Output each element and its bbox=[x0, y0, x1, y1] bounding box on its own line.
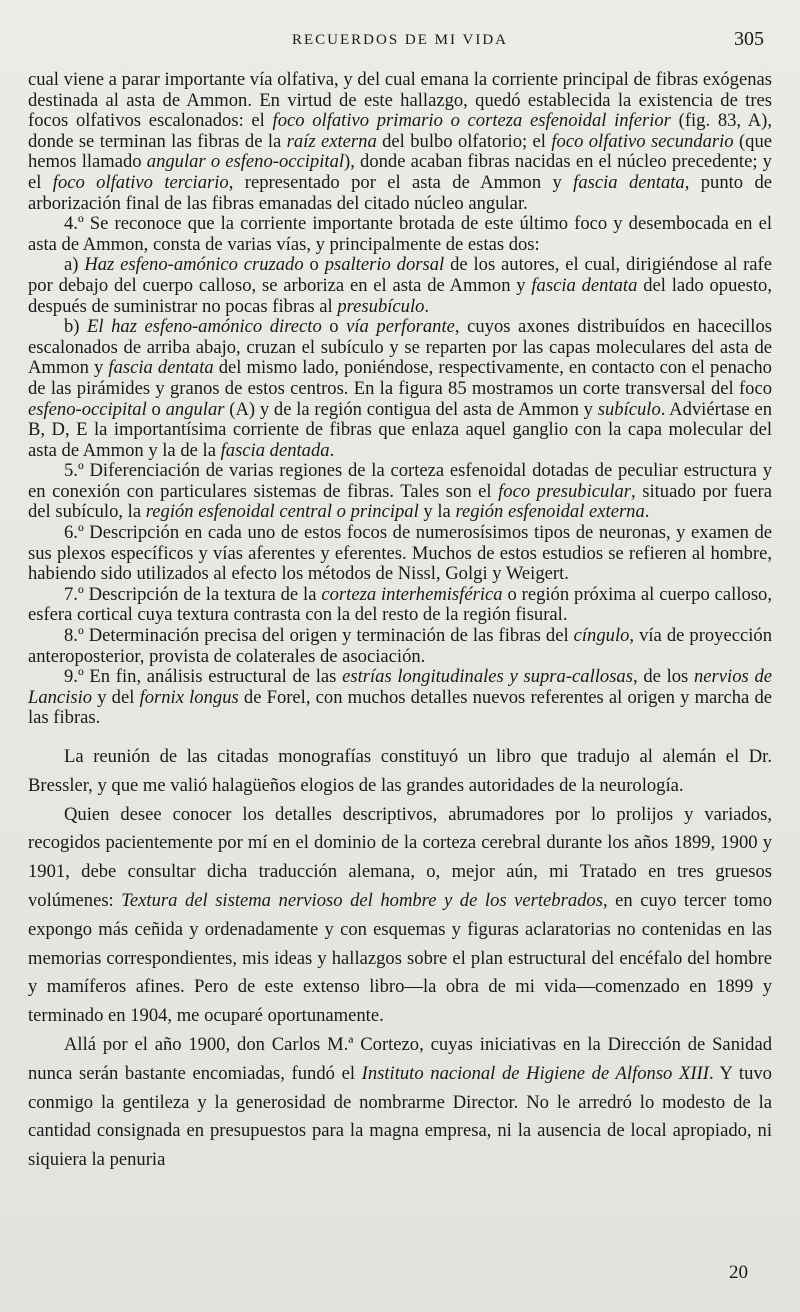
italic-text-run: fascia dentata bbox=[108, 357, 214, 379]
text-run: 8.º Determinación precisa del origen y terminación de las fibras del bbox=[64, 625, 574, 647]
text-run: del lado opuesto, después de suministrar no pocas fibras al bbox=[28, 274, 773, 317]
italic-text-run: estrías longitudinales y supra-callosas bbox=[342, 666, 633, 688]
text-run: , situado por fuera del subículo, la bbox=[28, 480, 772, 523]
paragraph-item-5 bbox=[28, 461, 772, 523]
text-run: del bulbo olfatorio; el bbox=[376, 130, 552, 152]
text-run: . bbox=[644, 501, 650, 523]
italic-text-run: fornix longus bbox=[139, 686, 239, 708]
italic-text-run: región esfenoidal externa bbox=[455, 501, 645, 523]
paragraph-item-9 bbox=[28, 667, 772, 729]
text-run: , representado por el asta de Ammon y bbox=[228, 171, 574, 193]
page-number: 305 bbox=[734, 28, 764, 50]
signature-mark: 20 bbox=[729, 1262, 748, 1283]
paragraph-monographs bbox=[28, 743, 772, 801]
italic-text-run: foco olfativo primario o corteza esfenoidal inferior bbox=[272, 110, 671, 132]
text-run: del mismo lado, poniéndose, respectivamente, en contacto con el penacho de las pirámides y granos de estos centros. En la figura 85 mostramos un corte transversal del foco bbox=[28, 357, 772, 399]
italic-text-run: Haz esfeno-amónico cruzado bbox=[84, 254, 304, 276]
paragraph-item-8 bbox=[28, 626, 772, 667]
italic-text-run: presubículo bbox=[337, 295, 425, 317]
running-title: RECUERDOS DE MI VIDA bbox=[292, 32, 508, 48]
paragraph-item-7 bbox=[28, 585, 772, 626]
paragraph-item-4 bbox=[28, 214, 772, 255]
text-run: o bbox=[146, 398, 166, 420]
text-run: y del bbox=[92, 686, 140, 708]
text-run: cual viene a parar importante vía olfativa, y del cual emana la corriente principal de fibras exógenas destinada al asta de Ammon. En virtud de este hallazgo, quedó establecida la existencia de tres focos olfativos escalonados: el bbox=[28, 69, 772, 132]
text-run: La reunión de las citadas monografías constituyó un libro que tradujo al alemán el Dr. Bressler, y que me valió halagüeños elogios de las grandes autoridades de la neurología. bbox=[28, 746, 772, 796]
text-run: o bbox=[321, 316, 347, 338]
body-text bbox=[28, 70, 772, 1175]
italic-text-run: El haz esfeno-amónico directo bbox=[87, 316, 322, 338]
italic-text-run: vía perforante bbox=[346, 316, 455, 338]
italic-text-run: cíngulo bbox=[573, 625, 630, 647]
paragraph-treatise bbox=[28, 801, 772, 1031]
text-run: , de los bbox=[632, 666, 694, 688]
text-run: , punto de arborización final de las fibras emanadas del citado núcleo angular. bbox=[28, 171, 773, 214]
text-run: Allá por el año 1900, don Carlos M.ª Cortezo, cuyas iniciativas en la Dirección de Sanidad nunca serán bastante encomiadas, fundó el bbox=[28, 1033, 772, 1084]
italic-text-run: región esfenoidal central o principal bbox=[145, 501, 419, 523]
italic-text-run: esfeno-occipital bbox=[28, 398, 147, 420]
text-run: 6.º Descripción en cada uno de estos focos de numerosísimos tipos de neuronas, y examen de sus plexos específicos y vías aferentes y eferentes. Muchos de estos estudios se refieren al hombre, habiendo sido utilizados al efecto los métodos de Nissl, Golgi y Weigert. bbox=[28, 522, 772, 585]
paragraph-item-4b bbox=[28, 317, 772, 461]
text-run: 4.º Se reconoce que la corriente importante brotada de este último foco y desembocada en el asta de Ammon, consta de varias vías, y principalmente de estas dos: bbox=[28, 213, 772, 255]
paragraph-institute bbox=[28, 1031, 772, 1175]
lower-text-block bbox=[28, 743, 772, 1175]
italic-text-run: raíz externa bbox=[286, 130, 377, 152]
text-run: , cuyos axones distribuídos en hacecillos escalonados de arriba abajo, cruzan el subículo y se reparten por las capas moleculares del asta de Ammon y bbox=[28, 316, 772, 379]
italic-text-run: psalterio dorsal bbox=[324, 254, 445, 276]
italic-text-run: fascia dentata bbox=[531, 274, 638, 296]
italic-text-run: Textura del sistema nervioso del hombre y de los vertebrados bbox=[121, 889, 603, 911]
italic-text-run: foco presubicular bbox=[498, 480, 632, 502]
italic-text-run: nervios de Lancisio bbox=[28, 666, 772, 708]
text-run: , en cuyo tercer tomo expongo más ceñida y ordenadamente y con esquemas y figuras aclaratorias no contenidas en las memorias correspondientes, mis ideas y hallazgos sobre el plan estructural del encéfalo del hombre y mamíferos afines. Pero de este extenso libro—la obra de mi vida—comenzado en 1899 y terminado en 1904, me ocuparé oportunamente. bbox=[28, 889, 773, 1027]
text-run: , vía de proyección anteroposterior, provista de colaterales de asociación. bbox=[28, 625, 772, 667]
italic-text-run: subículo bbox=[597, 398, 661, 420]
text-run: (fig. 83, A), donde se terminan las fibras de la bbox=[28, 110, 772, 152]
italic-text-run: angular bbox=[165, 398, 225, 420]
text-run: b) bbox=[64, 316, 88, 338]
paragraph-olfactory-foci bbox=[28, 70, 772, 214]
italic-text-run: foco olfativo terciario bbox=[52, 171, 229, 193]
italic-text-run: angular o esfeno-occipital bbox=[146, 151, 345, 173]
page-header bbox=[0, 28, 800, 56]
text-run: a) bbox=[64, 254, 85, 276]
text-run: . Adviértase en B, D, E la importantísima corriente de fibras que enlaza aquel ganglio con la capa molecular del asta de Ammon y la de la bbox=[28, 398, 773, 461]
text-run: o región próxima al cuerpo calloso, esfera cortical cuya textura contrasta con la del resto de la región fisural. bbox=[28, 583, 772, 626]
text-run: . Y tuvo conmigo la gentileza y la generosidad de nombrarme Director. No le arredró lo modesto de la cantidad consignada en presupuestos para la magna empresa, ni la ausencia de local apropiado, ni siquiera la penuria bbox=[28, 1062, 772, 1171]
text-run: (A) y de la región contigua del asta de Ammon y bbox=[224, 398, 598, 420]
text-run: de los autores, el cual, dirigiéndose al rafe por debajo del cuerpo calloso, se arboriza en el asta de Ammon y bbox=[28, 254, 772, 296]
text-run: . bbox=[424, 295, 430, 317]
text-run: 7.º Descripción de la textura de la bbox=[64, 583, 322, 605]
paragraph-item-4a bbox=[28, 255, 772, 317]
italic-text-run: foco olfativo secundario bbox=[551, 130, 734, 152]
text-run: 5.º Diferenciación de varias regiones de la corteza esfenoidal dotadas de peculiar estructura y en conexión con particulares sistemas de fibras. Tales son el bbox=[28, 460, 772, 502]
text-run: (que hemos llamado bbox=[28, 130, 773, 173]
italic-text-run: fascia dentada bbox=[220, 439, 330, 461]
text-run: ), donde acaban fibras nacidas en el núcleo precedente; y el bbox=[28, 151, 772, 193]
text-run: . bbox=[329, 439, 335, 461]
italic-text-run: corteza interhemisférica bbox=[321, 583, 503, 605]
text-run: Quien desee conocer los detalles descriptivos, abrumadores por lo prolijos y variados, recogidos pacientemente por mí en el dominio de la corteza cerebral durante los años 1899, 1900 y 1901, debe consultar dicha traducción alemana, o, mejor aún, mi Tratado en tres gruesos volúmenes: bbox=[28, 803, 772, 911]
text-run: 9.º En fin, análisis estructural de las bbox=[64, 666, 343, 688]
text-run: o bbox=[303, 254, 325, 276]
paragraph-item-6 bbox=[28, 523, 772, 585]
italic-text-run: fascia dentata bbox=[573, 171, 685, 193]
text-run: de Forel, con muchos detalles nuevos referentes al origen y marcha de las fibras. bbox=[28, 686, 772, 729]
text-run: y la bbox=[418, 501, 456, 523]
italic-text-run: Instituto nacional de Higiene de Alfonso XIII bbox=[361, 1062, 709, 1084]
